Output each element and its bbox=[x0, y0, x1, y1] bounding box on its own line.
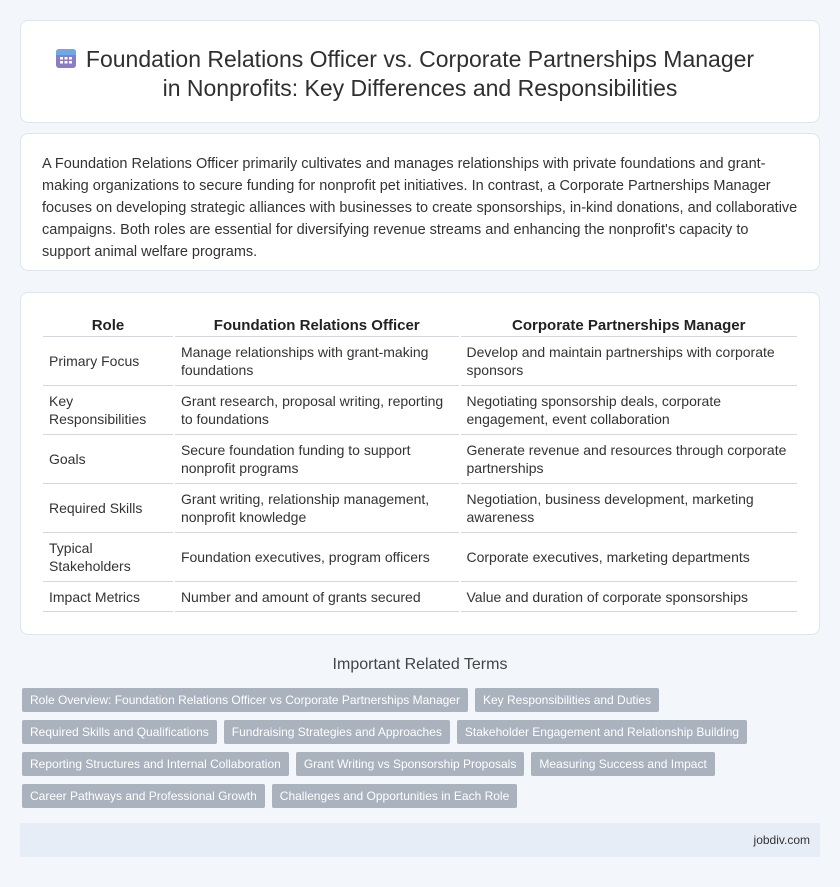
related-tag[interactable]: Measuring Success and Impact bbox=[531, 752, 714, 776]
row-label: Goals bbox=[43, 435, 173, 484]
related-terms-title: Important Related Terms bbox=[332, 656, 508, 673]
table-row bbox=[43, 533, 797, 582]
related-tag[interactable]: Challenges and Opportunities in Each Role bbox=[272, 784, 517, 808]
footer-site-link[interactable]: jobdiv.com bbox=[753, 833, 810, 847]
foundation-cell: Number and amount of grants secured bbox=[175, 582, 459, 612]
table-row bbox=[43, 582, 797, 612]
corporate-cell: Generate revenue and resources through corporate partnerships bbox=[461, 435, 798, 484]
tag-row bbox=[22, 688, 802, 712]
table-row bbox=[43, 435, 797, 484]
table-row bbox=[43, 337, 797, 386]
related-tag[interactable]: Role Overview: Foundation Relations Officer vs Corporate Partnerships Manager bbox=[22, 688, 468, 712]
related-tag[interactable]: Key Responsibilities and Duties bbox=[475, 688, 659, 712]
tag-row bbox=[22, 752, 802, 776]
comparison-card bbox=[20, 292, 820, 635]
row-label: Required Skills bbox=[43, 484, 173, 533]
table-header-row bbox=[43, 315, 797, 337]
foundation-cell: Grant research, proposal writing, reporting to foundations bbox=[175, 386, 459, 435]
tag-row bbox=[22, 720, 802, 744]
foundation-cell: Manage relationships with grant-making foundations bbox=[175, 337, 459, 386]
row-label: Primary Focus bbox=[43, 337, 173, 386]
related-tag[interactable]: Required Skills and Qualifications bbox=[22, 720, 217, 744]
related-tag[interactable]: Career Pathways and Professional Growth bbox=[22, 784, 265, 808]
corporate-cell: Corporate executives, marketing departments bbox=[461, 533, 798, 582]
corporate-cell: Value and duration of corporate sponsorships bbox=[461, 582, 798, 612]
footer bbox=[20, 823, 820, 857]
table-row bbox=[43, 386, 797, 435]
page-title-line-1: Foundation Relations Officer vs. Corporate Partnerships Manager bbox=[85, 46, 755, 72]
corporate-cell: Negotiating sponsorship deals, corporate engagement, event collaboration bbox=[461, 386, 798, 435]
page-title bbox=[21, 45, 819, 103]
header-card bbox=[20, 20, 820, 123]
row-label: Key Responsibilities bbox=[43, 386, 173, 435]
row-label: Typical Stakeholders bbox=[43, 533, 173, 582]
header-role: Role bbox=[43, 315, 173, 337]
related-tag[interactable]: Grant Writing vs Sponsorship Proposals bbox=[296, 752, 525, 776]
intro-card bbox=[20, 133, 820, 271]
related-tag[interactable]: Fundraising Strategies and Approaches bbox=[224, 720, 450, 744]
foundation-cell: Secure foundation funding to support nonprofit programs bbox=[175, 435, 459, 484]
table-row bbox=[43, 484, 797, 533]
row-label: Impact Metrics bbox=[43, 582, 173, 612]
related-terms-tags bbox=[22, 688, 802, 816]
intro-paragraph: A Foundation Relations Officer primarily cultivates and manages relationships with private foundations and grant-making organizations to secure funding for nonprofit pet initiatives. In contrast, a Corporate Partnerships Manager focuses on developing strategic alliances with businesses to create sponsorships, in-kind donations, and collaborative campaigns. Both roles are essential for diversifying revenue streams and enhancing the nonprofit's capacity to support animal welfare programs. bbox=[42, 156, 798, 260]
corporate-cell: Develop and maintain partnerships with corporate sponsors bbox=[461, 337, 798, 386]
related-tag[interactable]: Stakeholder Engagement and Relationship Building bbox=[457, 720, 747, 744]
corporate-cell: Negotiation, business development, marketing awareness bbox=[461, 484, 798, 533]
header-corporate-partnerships-manager: Corporate Partnerships Manager bbox=[461, 315, 798, 337]
foundation-cell: Grant writing, relationship management, nonprofit knowledge bbox=[175, 484, 459, 533]
comparison-table bbox=[41, 315, 799, 612]
tag-row bbox=[22, 784, 802, 808]
foundation-cell: Foundation executives, program officers bbox=[175, 533, 459, 582]
related-tag[interactable]: Reporting Structures and Internal Collaboration bbox=[22, 752, 289, 776]
header-foundation-relations-officer: Foundation Relations Officer bbox=[175, 315, 459, 337]
page-title-line-2: in Nonprofits: Key Differences and Responsibilities bbox=[162, 75, 678, 101]
